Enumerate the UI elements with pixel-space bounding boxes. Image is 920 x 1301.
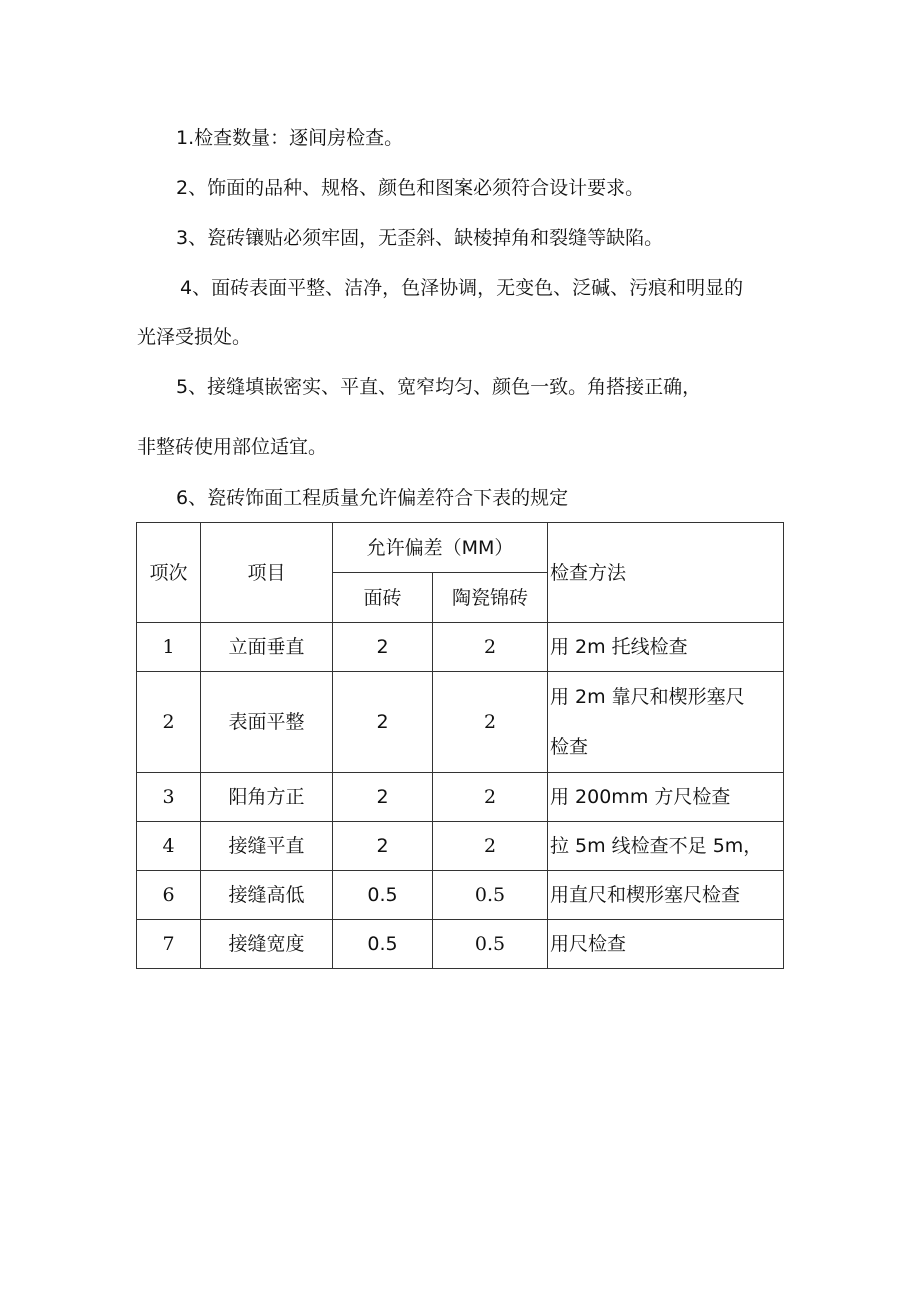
row-index: 4 (137, 822, 201, 871)
table-header-row (137, 523, 784, 573)
row-item: 表面平整 (201, 672, 333, 773)
row-method: 用 2m 托线检查 (548, 623, 784, 672)
table-row (137, 920, 784, 969)
row-face-tile: 2 (333, 623, 433, 672)
row-face-tile: 2 (333, 773, 433, 822)
table-row (137, 871, 784, 920)
header-deviation: 允许偏差（MM） (333, 523, 548, 573)
header-index: 项次 (137, 523, 201, 623)
paragraph-1: 1.检查数量：逐间房检查。 (176, 127, 404, 149)
row-face-tile: 0.5 (333, 920, 433, 969)
row-ceramic-mosaic: 2 (433, 672, 548, 773)
row-method: 拉 5m 线检查不足 5m， (548, 822, 784, 871)
row-item: 立面垂直 (201, 623, 333, 672)
row-method: 用尺检查 (548, 920, 784, 969)
row-ceramic-mosaic: 2 (433, 773, 548, 822)
row-ceramic-mosaic: 2 (433, 623, 548, 672)
table-row (137, 822, 784, 871)
row-method: 用直尺和楔形塞尺检查 (548, 871, 784, 920)
row-item: 阳角方正 (201, 773, 333, 822)
header-method: 检查方法 (548, 523, 784, 623)
row-method-line-2: 检查 (550, 736, 589, 758)
row-method: 用 200mm 方尺检查 (548, 773, 784, 822)
deviation-table (136, 522, 784, 969)
row-index: 7 (137, 920, 201, 969)
table-row (137, 773, 784, 822)
row-method-line-1: 用 2m 靠尺和楔形塞尺 (550, 686, 745, 708)
table-row (137, 672, 784, 773)
row-index: 2 (137, 672, 201, 773)
header-face-tile: 面砖 (333, 573, 433, 623)
paragraph-6: 6、瓷砖饰面工程质量允许偏差符合下表的规定 (176, 487, 569, 509)
row-ceramic-mosaic: 0.5 (433, 871, 548, 920)
row-item: 接缝高低 (201, 871, 333, 920)
row-item: 接缝宽度 (201, 920, 333, 969)
header-ceramic-mosaic: 陶瓷锦砖 (433, 573, 548, 623)
paragraph-3: 3、瓷砖镶贴必须牢固，无歪斜、缺棱掉角和裂缝等缺陷。 (176, 227, 664, 249)
row-index: 1 (137, 623, 201, 672)
paragraph-4-line-1: 4、面砖表面平整、洁净，色泽协调，无变色、泛碱、污痕和明显的 (180, 277, 744, 299)
row-ceramic-mosaic: 2 (433, 822, 548, 871)
row-item: 接缝平直 (201, 822, 333, 871)
row-ceramic-mosaic: 0.5 (433, 920, 548, 969)
paragraph-5-line-2: 非整砖使用部位适宜。 (137, 436, 328, 458)
row-face-tile: 2 (333, 672, 433, 773)
table-row (137, 623, 784, 672)
row-face-tile: 2 (333, 822, 433, 871)
row-method (548, 672, 784, 773)
paragraph-5-line-1: 5、接缝填嵌密实、平直、宽窄均匀、颜色一致。角搭接正确， (176, 376, 702, 398)
row-index: 3 (137, 773, 201, 822)
paragraph-4-line-2: 光泽受损处。 (137, 326, 252, 348)
row-face-tile: 0.5 (333, 871, 433, 920)
paragraph-2: 2、饰面的品种、规格、颜色和图案必须符合设计要求。 (176, 177, 645, 199)
header-item: 项目 (201, 523, 333, 623)
row-index: 6 (137, 871, 201, 920)
